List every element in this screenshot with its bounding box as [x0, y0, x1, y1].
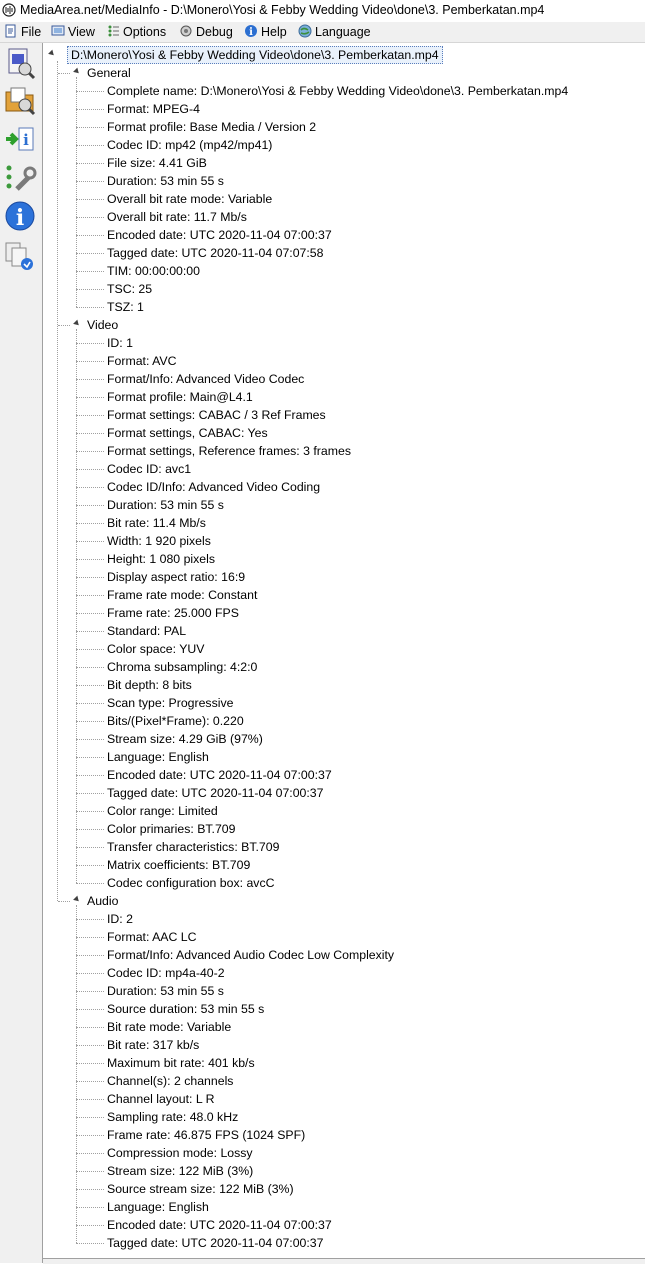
menu-label: Help — [261, 25, 287, 39]
tree-connector — [76, 905, 77, 1243]
open-file-icon — [3, 46, 37, 80]
tree-section-audio[interactable]: Audio — [87, 894, 119, 908]
knowledge-base-button[interactable] — [3, 239, 37, 273]
tree-item[interactable]: Scan type: Progressive — [107, 696, 234, 710]
menu-debug[interactable] — [179, 24, 233, 40]
tree-item[interactable]: Encoded date: UTC 2020-11-04 07:00:37 — [107, 228, 332, 242]
export-icon — [3, 123, 37, 157]
tree-item[interactable]: Tagged date: UTC 2020-11-04 07:00:37 — [107, 786, 324, 800]
tree-connector — [76, 1171, 104, 1172]
tree-connector — [76, 469, 104, 470]
tree-connector — [76, 343, 104, 344]
tree-connector — [76, 631, 104, 632]
tree-connector — [76, 829, 104, 830]
tree-connector — [76, 595, 104, 596]
about-button[interactable] — [3, 199, 37, 233]
tree-connector — [76, 883, 104, 884]
tree-item[interactable]: Tagged date: UTC 2020-11-04 07:07:58 — [107, 246, 324, 260]
tree-item[interactable]: Color range: Limited — [107, 804, 218, 818]
tree-item[interactable]: Display aspect ratio: 16:9 — [107, 570, 246, 584]
tree-item[interactable]: Format/Info: Advanced Audio Codec Low Complexity — [107, 948, 395, 962]
tree-connector — [76, 991, 104, 992]
tree-connector — [76, 1243, 104, 1244]
tree-item[interactable]: Standard: PAL — [107, 624, 187, 638]
tree-connector — [76, 433, 104, 434]
tree-item[interactable]: Bit rate mode: Variable — [107, 1020, 232, 1034]
tree-item[interactable]: File size: 4.41 GiB — [107, 156, 207, 170]
tree-connector — [76, 235, 104, 236]
tree-connector — [76, 667, 104, 668]
tree-item[interactable]: Stream size: 4.29 GiB (97%) — [107, 732, 263, 746]
tree-connector — [76, 271, 104, 272]
tree-item[interactable]: Source stream size: 122 MiB (3%) — [107, 1182, 294, 1196]
debug-icon — [179, 24, 193, 38]
tree-connector — [76, 253, 104, 254]
tree-item[interactable]: Complete name: D:\Monero\Yosi & Febby Wedding Video\done\3. Pemberkatan.mp4 — [107, 84, 569, 98]
menu-language[interactable] — [298, 24, 371, 40]
tree-item[interactable]: Encoded date: UTC 2020-11-04 07:00:37 — [107, 768, 332, 782]
tree-item[interactable]: Bits/(Pixel*Frame): 0.220 — [107, 714, 244, 728]
tree-item[interactable]: Format profile: Main@L4.1 — [107, 390, 253, 404]
tree-item[interactable]: Height: 1 080 pixels — [107, 552, 216, 566]
tree-connector — [76, 847, 104, 848]
options-icon — [106, 24, 120, 38]
tree-connector — [76, 307, 104, 308]
tree-connector — [76, 505, 104, 506]
tree-connector — [76, 451, 104, 452]
menu-file[interactable] — [4, 24, 41, 40]
tree-connector — [76, 329, 77, 883]
tree-connector — [76, 91, 104, 92]
tree-item[interactable]: Bit rate: 11.4 Mb/s — [107, 516, 206, 530]
tree-item[interactable]: Sampling rate: 48.0 kHz — [107, 1110, 239, 1124]
view-icon — [51, 24, 65, 38]
tree-connector — [76, 163, 104, 164]
tree-connector — [76, 541, 104, 542]
tree-item[interactable]: Color primaries: BT.709 — [107, 822, 236, 836]
open-file-button[interactable] — [3, 46, 37, 80]
tree-connector — [58, 901, 70, 902]
menu-bar — [0, 22, 645, 43]
title-bar — [0, 0, 645, 23]
tree-item[interactable]: Frame rate: 46.875 FPS (1024 SPF) — [107, 1128, 306, 1142]
tree-item[interactable]: Encoded date: UTC 2020-11-04 07:00:37 — [107, 1218, 332, 1232]
preferences-icon — [3, 161, 37, 195]
section-expand-icon[interactable] — [73, 896, 81, 904]
tree-connector — [76, 523, 104, 524]
tree-connector — [58, 73, 70, 74]
tree-connector — [76, 739, 104, 740]
menu-help[interactable] — [244, 24, 287, 40]
tree-item[interactable]: Duration: 53 min 55 s — [107, 174, 224, 188]
menu-label: Debug — [196, 25, 233, 39]
section-expand-icon[interactable] — [73, 68, 81, 76]
tree-connector — [76, 361, 104, 362]
tree-section-video[interactable]: Video — [87, 318, 119, 332]
tree-connector — [76, 289, 104, 290]
tree-item[interactable]: Tagged date: UTC 2020-11-04 07:00:37 — [107, 1236, 324, 1250]
tree-connector — [76, 217, 104, 218]
tree-item[interactable]: Format: MPEG-4 — [107, 102, 200, 116]
tree-connector — [76, 1099, 104, 1100]
tree-connector — [57, 61, 58, 901]
tree-item[interactable]: Format/Info: Advanced Video Codec — [107, 372, 305, 386]
tree-connector — [76, 145, 104, 146]
tree-item[interactable]: Format: AAC LC — [107, 930, 197, 944]
tree-item[interactable]: Format settings: CABAC / 3 Ref Frames — [107, 408, 326, 422]
tree-connector — [76, 379, 104, 380]
tree-connector — [76, 77, 77, 307]
tree-item[interactable]: Stream size: 122 MiB (3%) — [107, 1164, 254, 1178]
tree-connector — [76, 1063, 104, 1064]
tree-connector — [76, 973, 104, 974]
tree-item[interactable]: Color space: YUV — [107, 642, 205, 656]
tree-connector — [76, 865, 104, 866]
tree-item[interactable]: Format settings, CABAC: Yes — [107, 426, 268, 440]
tree-connector — [76, 109, 104, 110]
root-expand-icon[interactable] — [48, 50, 56, 58]
tree-item[interactable]: Bit depth: 8 bits — [107, 678, 192, 692]
media-info-tree[interactable] — [43, 43, 645, 1263]
menu-options[interactable] — [106, 24, 166, 40]
tree-item[interactable]: Chroma subsampling: 4:2:0 — [107, 660, 258, 674]
file-icon — [4, 24, 18, 38]
menu-label: Options — [123, 25, 167, 39]
menu-label: File — [21, 25, 42, 39]
tree-item[interactable]: Format: AVC — [107, 354, 177, 368]
tree-connector — [76, 1117, 104, 1118]
preferences-button[interactable] — [3, 161, 37, 195]
tree-connector — [76, 181, 104, 182]
tree-item[interactable]: Frame rate: 25.000 FPS — [107, 606, 239, 620]
tree-item[interactable]: Codec configuration box: avcC — [107, 876, 275, 890]
export-button[interactable] — [3, 123, 37, 157]
tree-item[interactable]: Language: English — [107, 750, 209, 764]
tree-connector — [58, 325, 70, 326]
svg-text:i: i — [249, 27, 253, 38]
tree-connector — [76, 577, 104, 578]
tree-connector — [76, 919, 104, 920]
window-title: MediaArea.net/MediaInfo - D:\Monero\Yosi & Febby Wedding Video\done\3. Pemberkatan.mp4 — [20, 3, 545, 17]
tree-connector — [76, 1009, 104, 1010]
tree-item[interactable]: Frame rate mode: Constant — [107, 588, 258, 602]
tree-connector — [76, 1225, 104, 1226]
about-icon — [3, 199, 37, 233]
tree-connector — [76, 649, 104, 650]
tree-connector — [76, 613, 104, 614]
svg-text:i: i — [15, 205, 25, 231]
tree-connector — [76, 1153, 104, 1154]
tree-item[interactable]: ID: 2 — [107, 912, 133, 926]
tree-connector — [76, 685, 104, 686]
tree-item[interactable]: Format profile: Base Media / Version 2 — [107, 120, 317, 134]
tree-item[interactable]: Duration: 53 min 55 s — [107, 498, 224, 512]
tree-connector — [76, 721, 104, 722]
tree-item[interactable]: Codec ID: avc1 — [107, 462, 192, 476]
tree-root-file[interactable]: D:\Monero\Yosi & Febby Wedding Video\done\3. Pemberkatan.mp4 — [67, 46, 443, 64]
tree-item[interactable]: ID: 1 — [107, 336, 133, 350]
tree-item[interactable]: Width: 1 920 pixels — [107, 534, 211, 548]
tree-connector — [76, 559, 104, 560]
tree-connector — [76, 1045, 104, 1046]
tree-connector — [76, 127, 104, 128]
toolbar-sidebar — [0, 43, 43, 1263]
tree-item[interactable]: Format settings, Reference frames: 3 frames — [107, 444, 351, 458]
tree-connector — [76, 775, 104, 776]
tree-connector — [76, 1207, 104, 1208]
menu-label: View — [68, 25, 95, 39]
tree-connector — [76, 703, 104, 704]
tree-item[interactable]: Language: English — [107, 1200, 209, 1214]
svg-text:i: i — [23, 131, 29, 149]
tree-item[interactable]: Maximum bit rate: 401 kb/s — [107, 1056, 255, 1070]
tree-connector — [76, 1135, 104, 1136]
tree-connector — [76, 397, 104, 398]
menu-label: Language — [315, 25, 371, 39]
tree-connector — [76, 1027, 104, 1028]
tree-connector — [76, 1081, 104, 1082]
language-icon — [298, 24, 312, 38]
menu-view[interactable] — [51, 24, 95, 40]
tree-item[interactable]: Overall bit rate mode: Variable — [107, 192, 273, 206]
tree-item[interactable]: TIM: 00:00:00:00 — [107, 264, 200, 278]
tree-item[interactable]: Compression mode: Lossy — [107, 1146, 253, 1160]
tree-item[interactable]: TSC: 25 — [107, 282, 153, 296]
tree-item[interactable]: Duration: 53 min 55 s — [107, 984, 224, 998]
tree-item[interactable]: Channel layout: L R — [107, 1092, 215, 1106]
tree-connector — [76, 199, 104, 200]
tree-item[interactable]: Channel(s): 2 channels — [107, 1074, 234, 1088]
tree-item[interactable]: Source duration: 53 min 55 s — [107, 1002, 265, 1016]
tree-item[interactable]: Bit rate: 317 kb/s — [107, 1038, 200, 1052]
tree-item[interactable]: Codec ID: mp4a-40-2 — [107, 966, 225, 980]
tree-item[interactable]: Transfer characteristics: BT.709 — [107, 840, 280, 854]
tree-item[interactable]: TSZ: 1 — [107, 300, 144, 314]
open-folder-icon — [3, 83, 37, 117]
window-bottom-border — [43, 1258, 645, 1264]
open-folder-button[interactable] — [3, 83, 37, 117]
tree-connector — [76, 757, 104, 758]
mediainfo-app-icon — [2, 3, 16, 17]
tree-connector — [76, 793, 104, 794]
tree-connector — [76, 415, 104, 416]
tree-item[interactable]: Codec ID: mp42 (mp42/mp41) — [107, 138, 273, 152]
section-expand-icon[interactable] — [73, 320, 81, 328]
help-icon — [244, 24, 258, 38]
tree-connector — [76, 955, 104, 956]
tree-section-general[interactable]: General — [87, 66, 131, 80]
tree-item[interactable]: Matrix coefficients: BT.709 — [107, 858, 251, 872]
tree-connector — [76, 811, 104, 812]
tree-connector — [76, 487, 104, 488]
tree-connector — [76, 1189, 104, 1190]
tree-connector — [76, 937, 104, 938]
tree-item[interactable]: Codec ID/Info: Advanced Video Coding — [107, 480, 321, 494]
knowledge-base-icon — [3, 239, 37, 273]
tree-item[interactable]: Overall bit rate: 11.7 Mb/s — [107, 210, 247, 224]
